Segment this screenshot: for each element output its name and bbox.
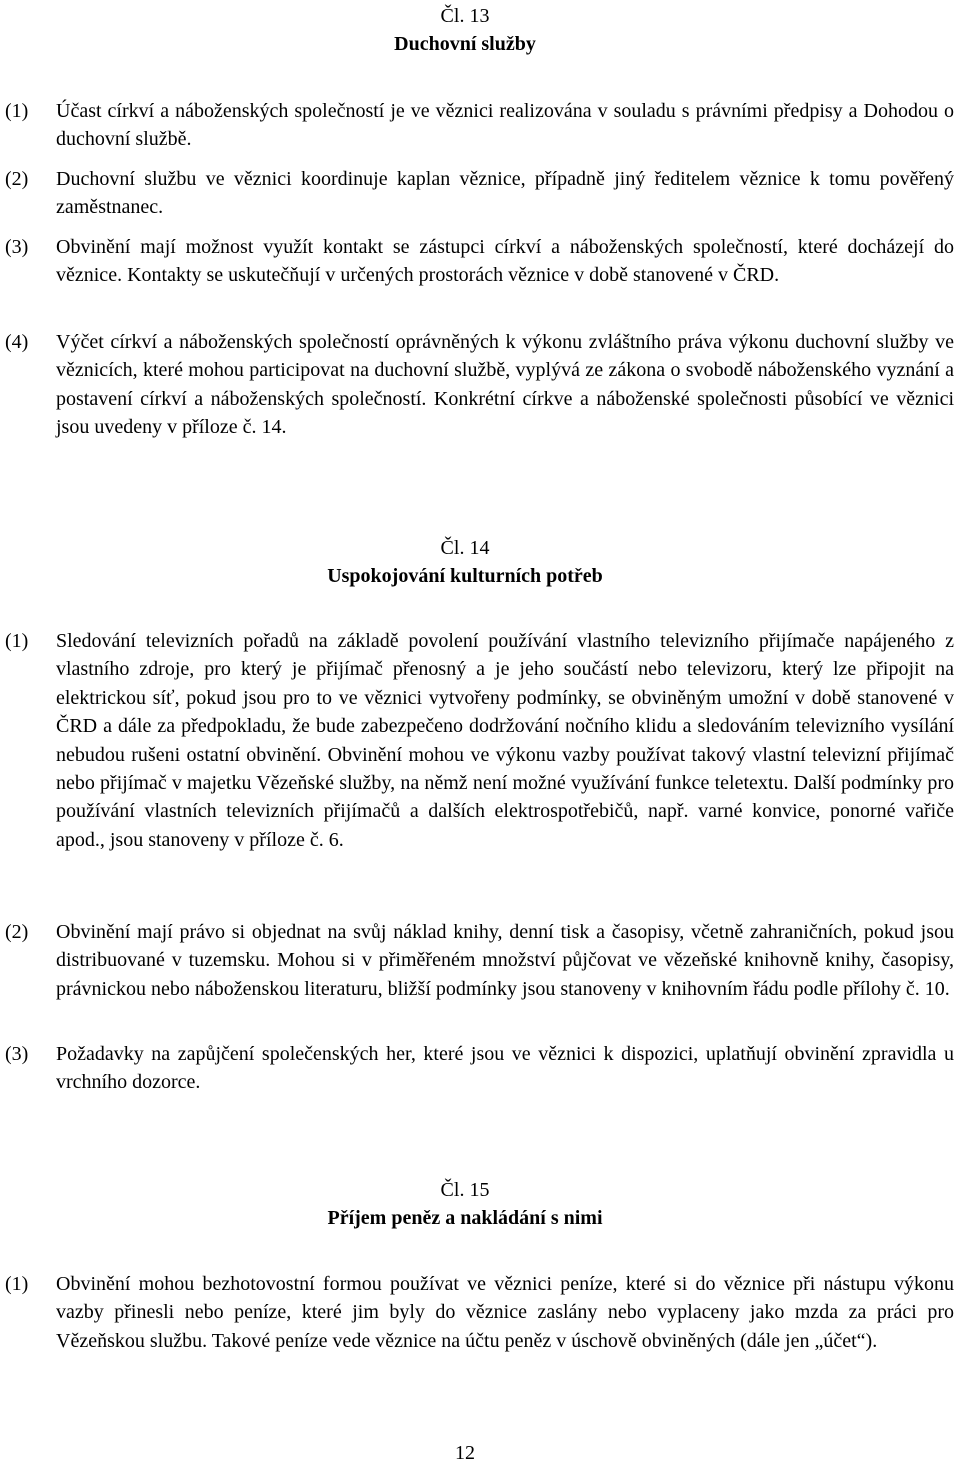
paragraph-number: (4) [5,331,29,353]
paragraph-number: (1) [5,1273,29,1295]
paragraph-text: Obvinění mají možnost využít kontakt se zástupci církví a náboženských společností, které docházejí do věznice. Kontakty se uskutečňují v určených prostorách věznice v době stanovené v ČRD. [56,236,954,287]
paragraph-number: (3) [5,236,29,258]
paragraph-number: (1) [5,100,29,122]
paragraph-text: Výčet církví a náboženských společností oprávněných k výkonu zvláštního práva výkonu duchovní služby ve věznicích, které mohou participovat na duchovní službě, vyplývá ze zákona o svobodě náboženského vyznání a postavení církví a náboženských společností. Konkrétní církve a náboženské společnosti působící ve věznici jsou uvedeny v příloze č. 14. [56,331,954,439]
paragraph-number: (3) [5,1043,29,1065]
paragraph-number: (2) [5,168,29,190]
article-number: Čl. 15 [440,1179,490,1201]
article-number: Čl. 13 [440,5,490,27]
paragraph-text: Duchovní službu ve věznici koordinuje kaplan věznice, případně jiný ředitelem věznice k tomu pověřený zaměstnanec. [56,168,954,219]
article-title: Příjem peněz a nakládání s nimi [327,1207,603,1229]
page-number: 12 [455,1442,475,1464]
paragraph-number: (2) [5,921,29,943]
paragraph-text: Sledování televizních pořadů na základě povolení používání vlastního televizního přijímače napájeného z vlastního zdroje, pro který je přijímač přenosný a je jeho součástí nebo televizoru, který lze připojit na elektrickou síť, pokud jsou pro to ve věznici vytvořeny podmínky, se obviněným umožní v době stanovené v ČRD a dále za předpokladu, že bude zabezpečeno dodržování nočního klidu a sledováním televizního vysílání nebudou rušeni ostatní obvinění. Obvinění mohou ve výkonu vazby používat takový vlastní televizní přijímač nebo přijímač v majetku Vězeňské služby, na němž není možné využívání funkce teletextu. Další podmínky pro používání vlastních televizních přijímačů a dalších elektrospotřebičů, např. varné konvice, ponorné vařiče apod., jsou stanoveny v příloze č. 6. [56,630,954,851]
paragraph-text: Požadavky na zapůjčení společenských her, které jsou ve věznici k dispozici, uplatňují obvinění zpravidla u vrchního dozorce. [56,1043,954,1094]
paragraph-text: Obvinění mají právo si objednat na svůj náklad knihy, denní tisk a časopisy, včetně zahraničních, pokud jsou distribuované v tuzemsku. Mohou si v přiměřeném množství půjčovat ve vězeňské knihovně knihy, časopisy, právnickou nebo náboženskou literaturu, bližší podmínky jsou stanoveny v knihovním řádu podle přílohy č. 10. [56,921,954,1000]
paragraph-number: (1) [5,630,29,652]
paragraph-text: Účast církví a náboženských společností je ve věznici realizována v souladu s právními předpisy a Dohodou o duchovní službě. [56,100,954,151]
paragraph-text: Obvinění mohou bezhotovostní formou používat ve věznici peníze, které si do věznice při nástupu výkonu vazby přinesli nebo peníze, které jim byly do věznice zaslány nebo vyplaceny jako mzda za práci pro Vězeňskou službu. Takové peníze vede věznice na účtu peněz v úschově obviněných (dále jen „účet“). [56,1273,954,1352]
article-title: Uspokojování kulturních potřeb [327,565,603,587]
article-number: Čl. 14 [440,537,490,559]
article-title: Duchovní služby [394,33,536,55]
